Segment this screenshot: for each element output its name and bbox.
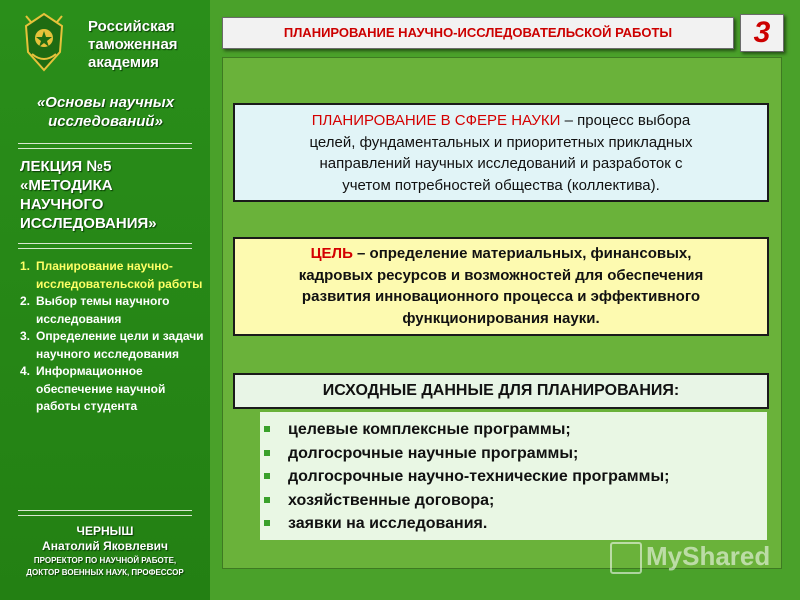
lecture-line: НАУЧНОГО xyxy=(20,196,104,213)
source-data-list xyxy=(260,412,767,540)
definition-term: ПЛАНИРОВАНИЕ В СФЕРЕ НАУКИ xyxy=(311,112,561,129)
course-line: исследований» xyxy=(48,113,163,130)
toc-label: Планирование научно-исследовательской работы xyxy=(36,259,203,291)
customs-emblem-icon xyxy=(22,12,66,72)
list-item xyxy=(260,442,767,466)
definition-line: учетом потребностей общества (коллектива). xyxy=(342,176,660,194)
toc-item-planning[interactable] xyxy=(20,258,205,293)
list-item-text: долгосрочные научно-технические программы; xyxy=(288,468,670,485)
lecture-contents xyxy=(20,258,205,416)
toc-number: 4. xyxy=(20,364,31,378)
academy-name xyxy=(88,18,206,72)
author-name: Анатолий Яковлевич xyxy=(42,539,168,553)
bullet-icon xyxy=(264,450,270,456)
divider xyxy=(18,143,192,149)
list-item xyxy=(260,512,767,536)
toc-item-information-support[interactable] xyxy=(20,363,205,416)
course-title xyxy=(8,93,203,131)
author-position: ПРОРЕКТОР ПО НАУЧНОЙ РАБОТЕ, xyxy=(33,556,177,565)
slide-title: ПЛАНИРОВАНИЕ НАУЧНО-ИССЛЕДОВАТЕЛЬСКОЙ РАБОТЫ xyxy=(283,25,673,40)
bullet-icon xyxy=(264,520,270,526)
author-surname: ЧЕРНЫШ xyxy=(76,524,134,538)
academy-line: академия xyxy=(88,54,159,71)
lecture-line: ИССЛЕДОВАНИЯ» xyxy=(20,215,157,232)
watermark-text: MyShared xyxy=(646,541,771,571)
sidebar xyxy=(0,0,210,600)
definition-line: целей, фундаментальных и приоритетных прикладных xyxy=(309,133,693,151)
toc-number: 2. xyxy=(20,294,31,308)
author-block xyxy=(5,524,205,578)
toc-label: Выбор темы научного исследования xyxy=(36,294,170,326)
lecture-line: «МЕТОДИКА xyxy=(20,177,113,194)
list-item xyxy=(260,418,767,442)
slide-number-badge xyxy=(740,14,784,52)
watermark xyxy=(610,538,785,574)
list-item-text: заявки на исследования. xyxy=(288,515,488,532)
definition-line: развития инновационного процесса и эффективного xyxy=(301,288,701,305)
lecture-title xyxy=(20,157,205,233)
source-data-heading: ИСХОДНЫЕ ДАННЫЕ ДЛЯ ПЛАНИРОВАНИЯ: xyxy=(322,382,680,399)
definition-term: ЦЕЛЬ xyxy=(310,245,353,262)
divider xyxy=(18,510,192,516)
academy-line: таможенная xyxy=(88,36,178,53)
definition-line: функционирования науки. xyxy=(402,309,600,327)
list-item xyxy=(260,489,767,513)
list-item-text: целевые комплексные программы; xyxy=(288,421,571,438)
course-line: «Основы научных xyxy=(36,94,175,111)
bullet-icon xyxy=(264,426,270,432)
definition-line: – определение материальных, финансовых, xyxy=(352,245,692,262)
toc-item-topic-choice[interactable] xyxy=(20,293,205,328)
definition-line: направлений научных исследований и разработок с xyxy=(319,155,683,172)
toc-label: Информационное обеспечение научной работы студента xyxy=(36,364,166,413)
slide-title-bar xyxy=(222,17,734,49)
slide-number: 3 xyxy=(753,16,771,49)
source-data-heading-box xyxy=(233,373,769,409)
list-item xyxy=(260,465,767,489)
definition-line: кадровых ресурсов и возможностей для обеспечения xyxy=(298,266,704,284)
toc-item-goal-definition[interactable] xyxy=(20,328,205,363)
science-planning-definition xyxy=(233,103,769,202)
toc-label: Определение цели и задачи научного исследования xyxy=(36,329,204,361)
toc-number: 3. xyxy=(20,329,31,343)
bullet-icon xyxy=(264,497,270,503)
goal-definition xyxy=(233,237,769,336)
list-item-text: долгосрочные научные программы; xyxy=(288,444,579,462)
lecture-line: ЛЕКЦИЯ №5 xyxy=(20,158,112,175)
divider xyxy=(18,243,192,249)
definition-line: – процесс выбора xyxy=(560,112,691,129)
author-degree: ДОКТОР ВОЕННЫХ НАУК, ПРОФЕССОР xyxy=(26,568,184,577)
toc-number: 1. xyxy=(20,259,31,273)
myshared-logo-icon xyxy=(610,542,642,574)
list-item-text: хозяйственные договора; xyxy=(288,491,495,509)
bullet-icon xyxy=(264,473,270,479)
academy-line: Российская xyxy=(88,18,175,35)
